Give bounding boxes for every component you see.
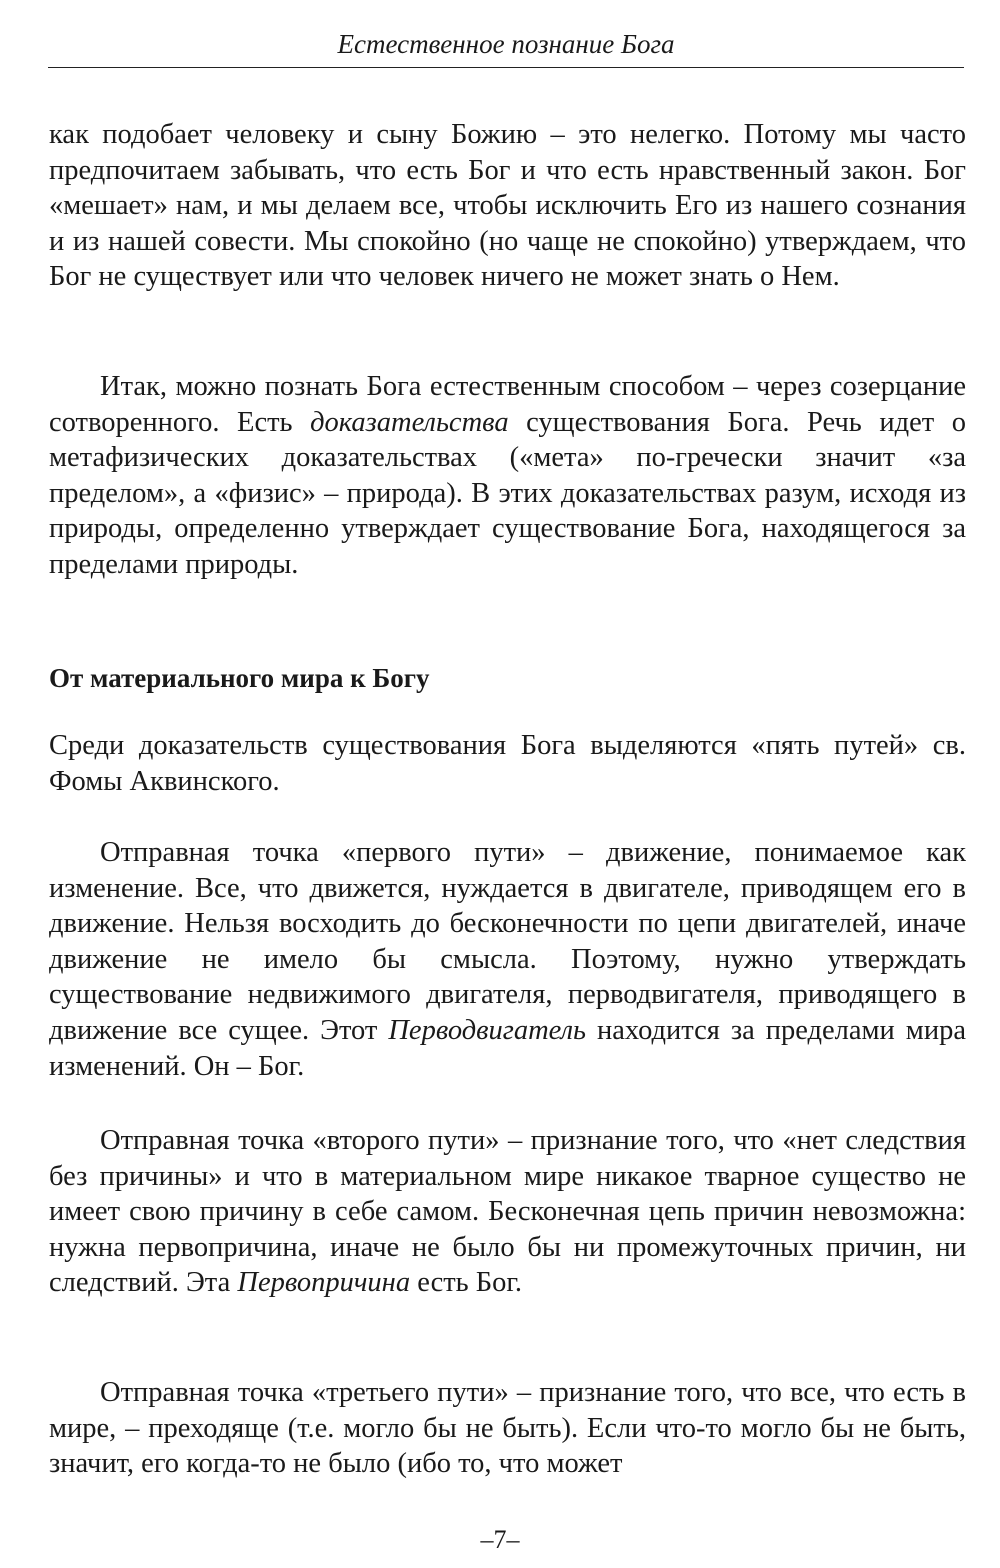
running-header: Естественное познание Бога — [337, 29, 675, 59]
header-rule — [48, 67, 964, 68]
paragraph-5-emphasis: Первопричина — [237, 1267, 411, 1299]
paragraph-4-text-a: Отправная точка «первого пути» – движение, понимаемое как изменение. Все, что движется, нуждается в двигателе, приводящем его в движение. Нельзя восходить до бесконечности по цепи двигателей, иначе движение не имело бы смысла. Поэтому, нужно утверждать существование недвижимого двигателя, перводвигателя, приводящего в движение все сущее. Этот — [49, 837, 966, 1046]
paragraph-5 — [49, 1123, 966, 1301]
paragraph-5-text-a: Отправная точка «второго пути» – признание того, что «нет следствия без причины» и что в материальном мире никакое тварное существо не имеет свою причину в себе самом. Бесконечная цепь причин невозможна: нужна первопричина, иначе не было бы ни промежуточных причин, ни следствий. Эта — [49, 1125, 966, 1299]
paragraph-3: Среди доказательств существования Бога выделяются «пять путей» св. Фомы Аквинского. — [49, 730, 966, 797]
paragraph-2-text-b: существования Бога. Речь идет о метафизических доказательствах («мета» по-гречески значит «за пределом», а «физис» – природа). В этих доказательствах разум, исходя из природы, определенно утверждает существование Бога, находящегося за пределами природы. — [49, 406, 966, 580]
paragraph-1: как подобает человеку и сыну Божию – это нелегко. Потому мы часто предпочитаем забывать, что есть Бог и что есть нравственный закон. Бог «мешает» нам, и мы делаем все, чтобы исключить Его из нашего сознания и из нашей совести. Мы спокойно (но чаще не спокойно) утверждаем, что Бог не существует или что человек ничего не может знать о Нем. — [49, 119, 966, 293]
paragraph-4-emphasis: Перводвигатель — [388, 1014, 587, 1046]
section-heading: От материального мира к Богу — [49, 663, 430, 693]
paragraph-4 — [49, 835, 966, 1084]
paragraph-2-text-a: Итак, можно познать Бога естественным способом – через созерцание сотворенного. Есть — [49, 371, 966, 438]
paragraph-2 — [49, 369, 966, 583]
paragraph-2-emphasis: доказательства — [310, 406, 509, 438]
paragraph-5-text-b: есть Бог. — [410, 1267, 523, 1299]
paragraph-6: Отправная точка «третьего пути» – признание того, что все, что есть в мире, – преходяще (т.е. могло бы не быть). Если что-то могло бы не быть, значит, его когда-то не было (ибо то, что может — [49, 1377, 966, 1480]
paragraph-4-text-b: находится за пределами мира изменений. Он – Бог. — [49, 1014, 966, 1082]
page-number: –7– — [480, 1525, 520, 1554]
